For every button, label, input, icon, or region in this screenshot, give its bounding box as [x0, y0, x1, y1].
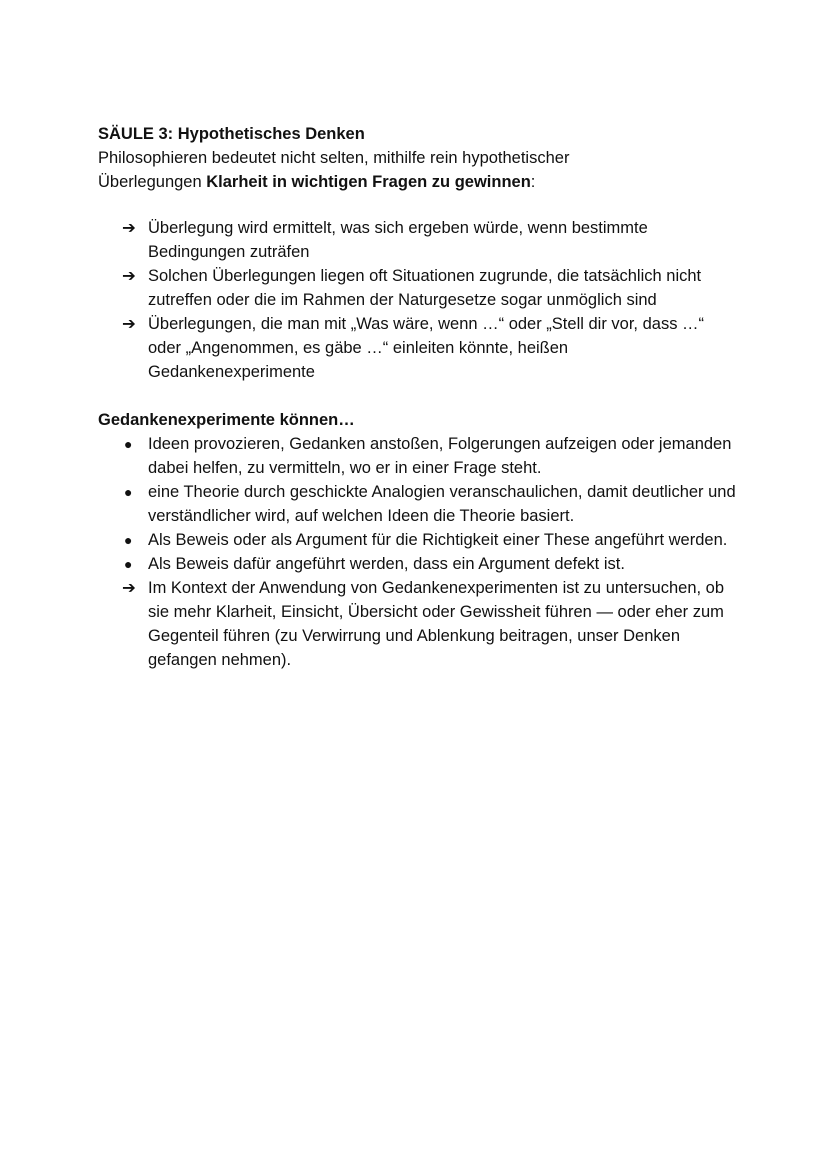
bullet-icon: ● [124, 556, 133, 572]
list-item-text: Als Beweis dafür angeführt werden, dass ein Argument defekt ist. [148, 555, 625, 573]
spacer [98, 384, 738, 408]
arrow-list [98, 216, 738, 384]
list-item-text: Solchen Überlegungen liegen oft Situationen zugrunde, die tatsächlich nicht zutreffen oder die im Rahmen der Naturgesetze sogar unmöglich sind [148, 267, 702, 309]
subheading: Gedankenexperimente können… [98, 411, 355, 429]
list-item [98, 552, 738, 576]
list-item [98, 264, 738, 312]
bullet-list [98, 432, 738, 672]
list-item [98, 432, 738, 480]
bullet-icon: ● [124, 532, 133, 548]
list-item-text: Überlegung wird ermittelt, was sich ergeben würde, wenn bestimmte Bedingungen zuträfen [148, 219, 648, 261]
list-item [98, 480, 738, 528]
list-item-text: Überlegungen, die man mit „Was wäre, wenn …“ oder „Stell dir vor, dass …“ oder „Angenommen, es gäbe …“ einleiten könnte, heißen Gedankenexperimente [148, 315, 705, 381]
intro-line-2-plain: Überlegungen [98, 173, 207, 191]
intro-line-2-bold: Klarheit in wichtigen Fragen zu gewinnen [206, 173, 531, 191]
arrow-icon: ➔ [122, 219, 136, 237]
list-item-text: Als Beweis oder als Argument für die Richtigkeit einer These angeführt werden. [148, 531, 728, 549]
intro-line-2-end: : [530, 173, 536, 191]
list-item [98, 312, 738, 384]
arrow-icon: ➔ [122, 315, 136, 333]
list-item-text: Im Kontext der Anwendung von Gedankenexperimenten ist zu untersuchen, ob sie mehr Klarheit, Einsicht, Übersicht oder Gewissheit führen — oder eher zum Gegenteil führen (zu Verwirrung und Ablenkung beitragen, unser Denken gefangen nehmen). [148, 579, 725, 669]
arrow-icon: ➔ [122, 267, 136, 285]
document-content [98, 122, 738, 672]
list-item [98, 216, 738, 264]
bullet-icon: ● [124, 484, 133, 500]
list-item-text: Ideen provozieren, Gedanken anstoßen, Folgerungen aufzeigen oder jemanden dabei helfen, zu vermitteln, wo er in einer Frage steht. [148, 435, 732, 477]
bullet-icon: ● [124, 436, 133, 452]
list-item [98, 576, 738, 672]
intro-paragraph [98, 146, 738, 194]
list-item [98, 528, 738, 552]
section-title: SÄULE 3: Hypothetisches Denken [98, 125, 365, 143]
list-item-text: eine Theorie durch geschickte Analogien veranschaulichen, damit deutlicher und verständlicher wird, auf welchen Ideen die Theorie basiert. [148, 483, 736, 525]
arrow-icon: ➔ [122, 579, 136, 597]
spacer [98, 194, 738, 216]
intro-line-1: Philosophieren bedeutet nicht selten, mithilfe rein hypothetischer [98, 149, 570, 167]
